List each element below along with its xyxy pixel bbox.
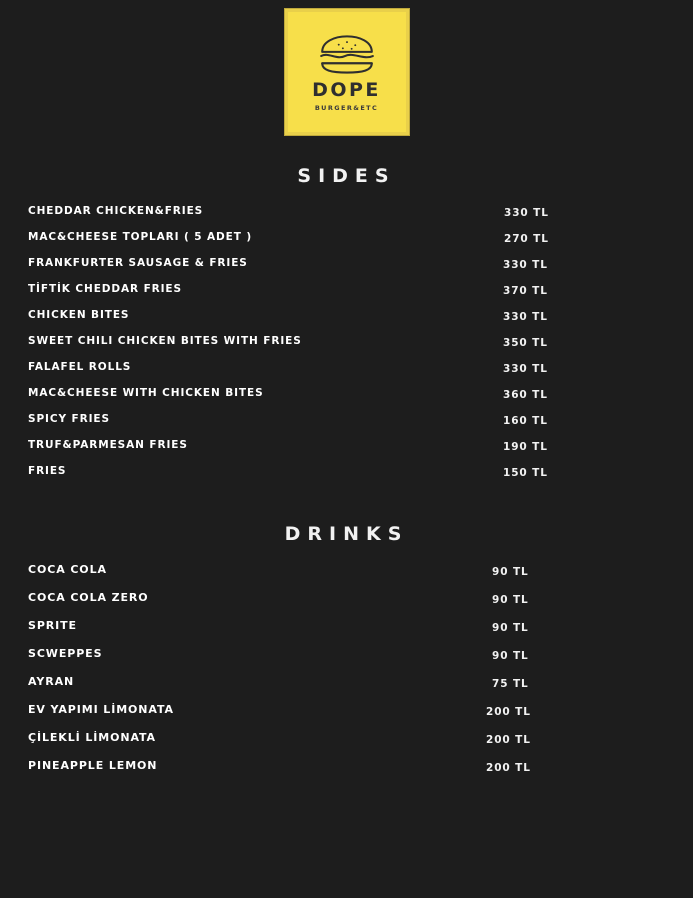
logo-subtitle: BURGER&ETC [314,104,379,112]
menu-item-name: MAC&CHEESE WITH CHICKEN BITES [28,387,264,399]
menu-item-name: CHEDDAR CHICKEN&FRIES [28,205,204,217]
menu-item-price: 90 TL [492,622,529,634]
menu-item [0,465,693,491]
menu-item [0,335,693,361]
menu-item-price: 160 TL [503,415,548,427]
menu-item-price: 150 TL [503,467,548,479]
menu-item [0,619,693,647]
menu-list-sides [0,205,693,491]
menu-item-price: 330 TL [504,207,549,219]
menu-item-price: 270 TL [504,233,549,245]
menu-item [0,731,693,759]
menu-item-price: 370 TL [503,285,548,297]
menu-item-price: 90 TL [492,594,529,606]
menu-item-name: ÇİLEKLİ LİMONATA [28,731,156,744]
menu-item-price: 190 TL [503,441,548,453]
logo-card [285,9,409,135]
menu-item [0,231,693,257]
menu-item-price: 90 TL [492,650,529,662]
menu-item [0,759,693,787]
menu-item-price: 330 TL [503,311,548,323]
menu-item-price: 330 TL [503,259,548,271]
menu-item [0,703,693,731]
burger-icon [316,34,378,76]
menu-item [0,675,693,703]
menu-item-price: 75 TL [492,678,529,690]
menu-item [0,413,693,439]
menu-item-name: FALAFEL ROLLS [28,361,132,373]
menu-item [0,439,693,465]
menu-item-name: TİFTİK CHEDDAR FRIES [28,283,182,295]
menu-item-price: 330 TL [503,363,548,375]
menu-item-name: TRUF&PARMESAN FRIES [28,439,188,451]
menu-item-name: FRANKFURTER SAUSAGE & FRIES [28,257,248,269]
menu-item [0,647,693,675]
menu-item [0,563,693,591]
menu-item-name: PINEAPPLE LEMON [28,759,158,772]
menu-item-price: 200 TL [486,762,531,774]
menu-item-price: 200 TL [486,734,531,746]
menu-item-name: AYRAN [28,675,75,688]
menu-item-price: 350 TL [503,337,548,349]
menu-item-name: COCA COLA ZERO [28,591,149,604]
logo-title: DOPE [312,79,381,101]
menu-item-name: MAC&CHEESE TOPLARI ( 5 ADET ) [28,231,253,243]
menu-item-name: FRIES [28,465,67,477]
section-title-drinks: DRINKS [284,523,409,545]
section-title-sides: SIDES [297,165,396,187]
menu-item [0,205,693,231]
menu-item-name: SCWEPPES [28,647,103,660]
menu-item-name: EV YAPIMI LİMONATA [28,703,174,716]
menu-list-drinks [0,563,693,787]
menu-item [0,361,693,387]
menu-item-name: SPICY FRIES [28,413,110,425]
menu-item [0,283,693,309]
menu-item-price: 360 TL [503,389,548,401]
menu-item-name: SWEET CHILI CHICKEN BITES WITH FRIES [28,335,302,347]
menu-item-name: SPRITE [28,619,77,632]
logo-header [0,0,693,135]
menu-item [0,387,693,413]
menu-item-name: COCA COLA [28,563,107,576]
menu-item [0,591,693,619]
menu-item-price: 200 TL [486,706,531,718]
menu-item-name: CHICKEN BITES [28,309,130,321]
menu-item [0,257,693,283]
menu-item [0,309,693,335]
menu-item-price: 90 TL [492,566,529,578]
